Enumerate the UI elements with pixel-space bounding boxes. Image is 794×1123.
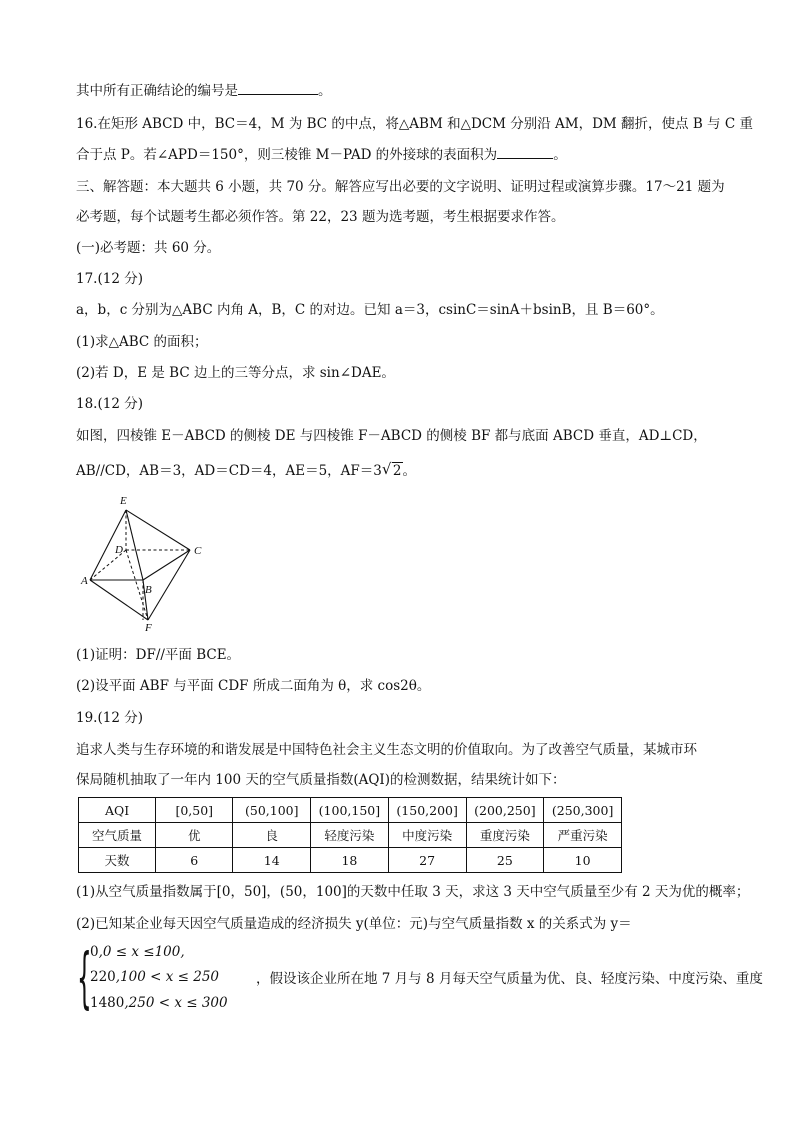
pyramid-figure bbox=[78, 492, 218, 642]
table-cell: 中度污染 bbox=[388, 823, 466, 848]
question-17-heading: 17.(12 分) bbox=[76, 271, 143, 287]
table-cell: 良 bbox=[233, 823, 311, 848]
table-cell: 天数 bbox=[79, 848, 156, 873]
table-cell: 18 bbox=[311, 848, 389, 873]
vertex-label-a: A bbox=[81, 575, 88, 587]
vertex-label-c: C bbox=[194, 545, 202, 557]
question-19-text-2: 保局随机抽取了一年内 100 天的空气质量指数(AQI)的检测数据，结果统计如下： bbox=[76, 772, 566, 788]
question-18-part-1: (1)证明：DF//平面 BCE。 bbox=[76, 647, 241, 663]
table-cell: 25 bbox=[466, 848, 544, 873]
table-cell: 10 bbox=[544, 848, 622, 873]
question-18-text-2: AB//CD，AB＝3，AD＝CD＝4，AE＝5，AF＝3 √ 2。 bbox=[76, 460, 416, 479]
piecewise-case-1: 0,0 ≤ x ≤100, bbox=[90, 944, 185, 960]
required-part-heading: (一)必考题：共 60 分。 bbox=[76, 240, 221, 256]
piecewise-case-2: 220,100 < x ≤ 250 bbox=[90, 969, 220, 985]
table-row bbox=[79, 848, 622, 873]
sqrt-expression: √ 2 bbox=[381, 460, 402, 479]
table-cell: AQI bbox=[79, 798, 156, 823]
vertex-label-b: B bbox=[145, 584, 152, 596]
question-19-text-tail: ，假设该企业所在地 7 月与 8 月每天空气质量为优、良、轻度污染、中度污染、重度 bbox=[256, 971, 763, 987]
table-cell: 严重污染 bbox=[544, 823, 622, 848]
question-18-text-1: 如图，四棱锥 E－ABCD 的侧棱 DE 与四棱锥 F－ABCD 的侧棱 BF 都与底面 ABCD 垂直，AD⊥CD， bbox=[76, 428, 707, 444]
table-cell: (100,150] bbox=[311, 798, 389, 823]
table-cell: [0,50] bbox=[156, 798, 233, 823]
vertex-label-e: E bbox=[120, 495, 127, 507]
table-cell: (250,300] bbox=[544, 798, 622, 823]
vertex-label-d: D bbox=[115, 544, 123, 556]
question-18-heading: 18.(12 分) bbox=[76, 396, 143, 412]
question-17-part-1: (1)求△ABC 的面积； bbox=[76, 334, 208, 350]
question-19-part-2: (2)已知某企业每天因空气质量造成的经济损失 y(单位：元)与空气质量指数 x 的关系式为 y＝ bbox=[76, 916, 632, 932]
table-cell: 14 bbox=[233, 848, 311, 873]
table-cell: (50,100] bbox=[233, 798, 311, 823]
question-17-text: a，b，c 分别为△ABC 内角 A，B，C 的对边。已知 a＝3，csinC＝sinA＋bsinB，且 B＝60°。 bbox=[76, 302, 664, 318]
question-18-part-2: (2)设平面 ABF 与平面 CDF 所成二面角为 θ，求 cos2θ。 bbox=[76, 678, 431, 694]
question-16-line-1: 16.在矩形 ABCD 中，BC＝4，M 为 BC 的中点，将△ABM 和△DCM 分别沿 AM，DM 翻折，使点 B 与 C 重 bbox=[76, 116, 753, 132]
question-16-line-2: 合于点 P。若∠APD＝150°，则三棱锥 M－PAD 的外接球的表面积为 。 bbox=[76, 144, 726, 165]
question-19-heading: 19.(12 分) bbox=[76, 710, 143, 726]
table-cell: 27 bbox=[388, 848, 466, 873]
radical-sign: √ bbox=[381, 460, 392, 478]
answer-line-15: 其中所有正确结论的编号是 。 bbox=[76, 80, 726, 101]
table-cell: 重度污染 bbox=[466, 823, 544, 848]
aqi-table bbox=[78, 797, 622, 873]
table-cell: (150,200] bbox=[388, 798, 466, 823]
table-cell: (200,250] bbox=[466, 798, 544, 823]
section-3-intro-1: 三、解答题：本大题共 6 小题，共 70 分。解答应写出必要的文字说明、证明过程或演算步骤。17～21 题为 bbox=[76, 179, 725, 195]
section-3-intro-2: 必考题，每个试题考生都必须作答。第 22，23 题为选考题，考生根据要求作答。 bbox=[76, 209, 565, 225]
table-cell: 优 bbox=[156, 823, 233, 848]
answer-blank[interactable] bbox=[497, 144, 553, 159]
question-17-part-2: (2)若 D，E 是 BC 边上的三等分点，求 sin∠DAE。 bbox=[76, 365, 395, 381]
piecewise-case-3: 1480,250 < x ≤ 300 bbox=[90, 995, 228, 1011]
answer-blank[interactable] bbox=[238, 80, 318, 95]
table-row bbox=[79, 823, 622, 848]
table-row bbox=[79, 798, 622, 823]
piecewise-brace: { bbox=[77, 939, 92, 1016]
question-19-part-1: (1)从空气质量指数属于[0，50]，(50，100]的天数中任取 3 天，求这 3 天中空气质量至少有 2 天为优的概率； bbox=[76, 884, 750, 900]
table-cell: 轻度污染 bbox=[311, 823, 389, 848]
vertex-label-f: F bbox=[145, 622, 152, 634]
table-cell: 6 bbox=[156, 848, 233, 873]
table-cell: 空气质量 bbox=[79, 823, 156, 848]
question-19-text-1: 追求人类与生存环境的和谐发展是中国特色社会主义生态文明的价值取向。为了改善空气质量，某城市环 bbox=[76, 742, 697, 758]
